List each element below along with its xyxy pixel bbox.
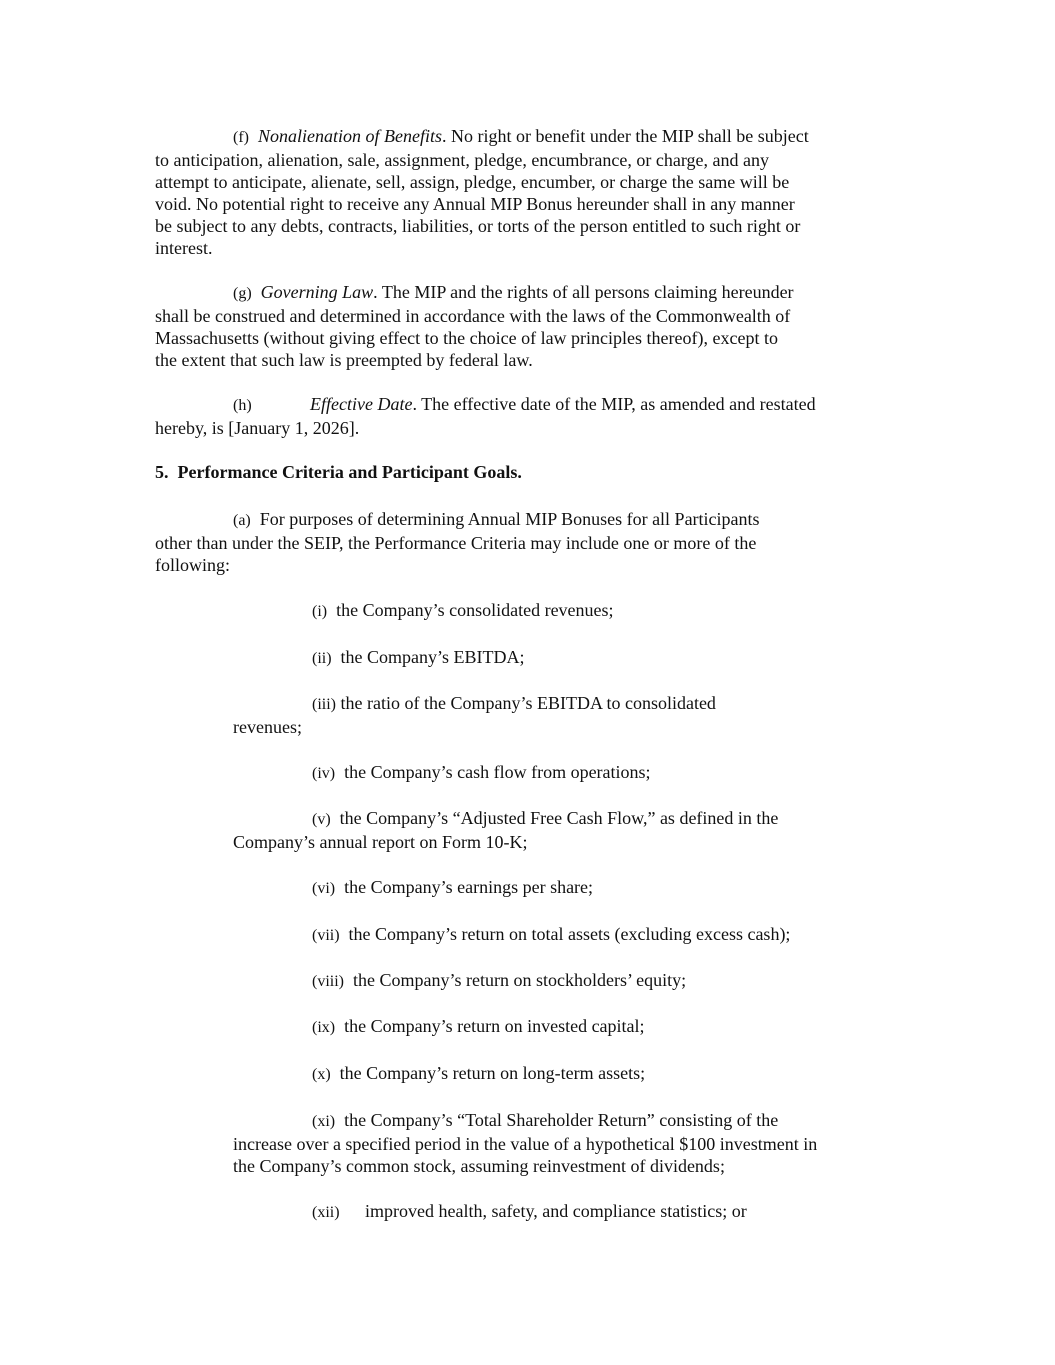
paragraph-f bbox=[155, 125, 908, 259]
criteria-item-x-text: the Company’s return on long-term assets; bbox=[339, 1063, 646, 1083]
paragraph-f-line-5: be subject to any debts, contracts, liabilities, or torts of the person entitled to such right or bbox=[155, 216, 801, 236]
paragraph-a bbox=[155, 508, 908, 576]
criteria-item-viii bbox=[233, 969, 909, 993]
criteria-item-iii-line-1 bbox=[233, 692, 909, 716]
criteria-item-iv bbox=[233, 761, 909, 785]
criteria-item-i bbox=[233, 599, 909, 623]
criteria-item-v-line-2: Company’s annual report on Form 10-K; bbox=[233, 832, 528, 852]
paragraph-a-line-1 bbox=[155, 508, 908, 532]
criteria-item-v bbox=[233, 807, 909, 853]
criteria-item-vii-marker: (vii) bbox=[312, 927, 340, 944]
criteria-item-ii-text: the Company’s EBITDA; bbox=[340, 647, 525, 667]
paragraph-g-title: Governing Law bbox=[260, 282, 374, 302]
paragraph-f-title: Nonalienation of Benefits bbox=[257, 126, 442, 146]
paragraph-g-line-1 bbox=[155, 281, 908, 305]
criteria-item-xi-text: the Company’s “Total Shareholder Return” consisting of the bbox=[344, 1110, 779, 1130]
criteria-item-vii-line-1 bbox=[233, 923, 909, 947]
criteria-item-ix-line-1 bbox=[233, 1015, 909, 1039]
criteria-item-iii-text: the ratio of the Company’s EBITDA to consolidated bbox=[340, 693, 716, 713]
criteria-item-v-line-1 bbox=[233, 807, 909, 831]
criteria-item-viii-line-1 bbox=[233, 969, 909, 993]
criteria-item-i-text: the Company’s consolidated revenues; bbox=[336, 600, 614, 620]
criteria-item-xii-marker: (xii) bbox=[312, 1204, 340, 1221]
paragraph-a-line-1-text: For purposes of determining Annual MIP Bonuses for all Participants bbox=[259, 509, 760, 529]
criteria-item-xi bbox=[233, 1109, 909, 1177]
criteria-item-vii-text: the Company’s return on total assets (excluding excess cash); bbox=[348, 924, 791, 944]
criteria-item-xii-line-1 bbox=[233, 1200, 909, 1224]
paragraph-f-line-3: attempt to anticipate, alienate, sell, assign, pledge, encumber, or charge the same will be bbox=[155, 172, 790, 192]
criteria-item-ix bbox=[233, 1015, 909, 1039]
paragraph-f-line-1-text: . No right or benefit under the MIP shall be subject bbox=[441, 126, 809, 146]
paragraph-g-marker: (g) bbox=[233, 285, 252, 302]
criteria-item-viii-text: the Company’s return on stockholders’ equity; bbox=[353, 970, 687, 990]
paragraph-h-line-1 bbox=[155, 393, 908, 417]
criteria-item-xi-marker: (xi) bbox=[312, 1113, 336, 1130]
criteria-item-xii bbox=[233, 1200, 909, 1224]
criteria-item-ii-marker: (ii) bbox=[312, 650, 332, 667]
criteria-item-xi-line-2: increase over a specified period in the value of a hypothetical $100 investment in bbox=[233, 1134, 818, 1154]
paragraph-g-line-2: shall be construed and determined in accordance with the laws of the Commonwealth of bbox=[155, 306, 791, 326]
paragraph-g-line-1-text: . The MIP and the rights of all persons claiming hereunder bbox=[373, 282, 794, 302]
paragraph-f-line-1 bbox=[155, 125, 908, 149]
paragraph-h-line-1-text: . The effective date of the MIP, as amended and restated bbox=[412, 394, 816, 414]
paragraph-h-title: Effective Date bbox=[310, 394, 413, 414]
criteria-item-iii-line-2: revenues; bbox=[233, 717, 302, 737]
criteria-item-iv-line-1 bbox=[233, 761, 909, 785]
criteria-item-viii-marker: (viii) bbox=[312, 973, 344, 990]
criteria-item-vi bbox=[233, 876, 909, 900]
paragraph-a-line-3: following: bbox=[155, 555, 230, 575]
criteria-item-ii-line-1 bbox=[233, 646, 909, 670]
criteria-item-vi-line-1 bbox=[233, 876, 909, 900]
criteria-item-xi-line-3: the Company’s common stock, assuming reinvestment of dividends; bbox=[233, 1156, 725, 1176]
paragraph-a-line-2: other than under the SEIP, the Performance Criteria may include one or more of the bbox=[155, 533, 757, 553]
paragraph-f-line-6: interest. bbox=[155, 238, 213, 258]
paragraph-h-marker: (h) bbox=[233, 397, 252, 414]
criteria-item-xii-text: improved health, safety, and compliance statistics; or bbox=[365, 1201, 747, 1221]
criteria-item-iii-marker: (iii) bbox=[312, 696, 336, 713]
paragraph-g-line-4: the extent that such law is preempted by federal law. bbox=[155, 350, 533, 370]
criteria-item-iii bbox=[233, 692, 909, 738]
criteria-item-x bbox=[233, 1062, 909, 1086]
paragraph-f-line-4: void. No potential right to receive any Annual MIP Bonus hereunder shall in any manner bbox=[155, 194, 795, 214]
paragraph-a-marker: (a) bbox=[233, 512, 251, 529]
paragraph-f-marker: (f) bbox=[233, 129, 249, 146]
criteria-item-vii bbox=[233, 923, 909, 947]
criteria-item-i-line-1 bbox=[233, 599, 909, 623]
criteria-item-v-marker: (v) bbox=[312, 811, 331, 828]
criteria-item-vi-marker: (vi) bbox=[312, 880, 336, 897]
paragraph-h bbox=[155, 393, 908, 439]
criteria-item-ii bbox=[233, 646, 909, 670]
criteria-item-xi-line-1 bbox=[233, 1109, 909, 1133]
paragraph-h-line-2: hereby, is [January 1, 2026]. bbox=[155, 418, 360, 438]
paragraph-f-line-2: to anticipation, alienation, sale, assignment, pledge, encumbrance, or charge, and any bbox=[155, 150, 769, 170]
paragraph-g bbox=[155, 281, 908, 371]
criteria-item-i-marker: (i) bbox=[312, 603, 328, 620]
paragraph-g-line-3: Massachusetts (without giving effect to the choice of law principles thereof), except to bbox=[155, 328, 778, 348]
section-5-heading: 5. Performance Criteria and Participant Goals. bbox=[155, 462, 522, 482]
criteria-item-ix-text: the Company’s return on invested capital; bbox=[344, 1016, 645, 1036]
criteria-item-iv-text: the Company’s cash flow from operations; bbox=[344, 762, 651, 782]
criteria-item-x-line-1 bbox=[233, 1062, 909, 1086]
criteria-item-iv-marker: (iv) bbox=[312, 765, 336, 782]
criteria-item-x-marker: (x) bbox=[312, 1066, 331, 1083]
criteria-item-v-text: the Company’s “Adjusted Free Cash Flow,” as defined in the bbox=[339, 808, 779, 828]
criteria-item-ix-marker: (ix) bbox=[312, 1019, 336, 1036]
criteria-item-vi-text: the Company’s earnings per share; bbox=[344, 877, 594, 897]
